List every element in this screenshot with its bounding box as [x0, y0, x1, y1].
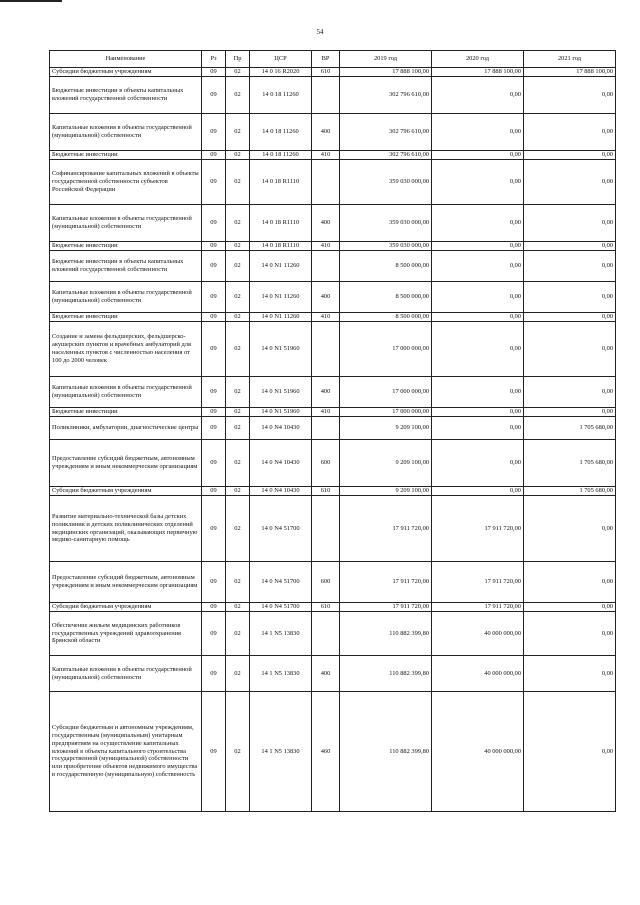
page-number: 54 [316, 28, 324, 36]
row-vr-cell: 400 [312, 205, 340, 242]
row-vr-cell: 610 [312, 603, 340, 612]
row-2021-amount: 0,00 [524, 151, 616, 160]
row-2019-amount: 359 030 000,00 [340, 242, 432, 251]
table-row [50, 151, 616, 160]
row-csr-cell: 14 0 18 11260 [250, 114, 312, 151]
row-vr-cell: 400 [312, 377, 340, 408]
row-vr-cell: 600 [312, 440, 340, 487]
row-2020-amount: 0,00 [432, 377, 524, 408]
table-row [50, 160, 616, 205]
row-2021-amount: 0,00 [524, 313, 616, 322]
row-2019-amount: 17 911 720,00 [340, 562, 432, 603]
row-rz-cell: 09 [202, 417, 226, 440]
row-pr-cell: 02 [226, 282, 250, 313]
row-2020-amount: 0,00 [432, 322, 524, 377]
row-2021-amount: 0,00 [524, 612, 616, 656]
row-name-cell: Предоставление субсидий бюджетным, автономным учреждениям и иным некоммерческим организациям [50, 562, 202, 603]
row-name-cell: Субсидии бюджетным учреждениям [50, 487, 202, 496]
row-csr-cell: 14 0 16 R2020 [250, 68, 312, 77]
table-row [50, 692, 616, 812]
table-header-row [50, 51, 616, 68]
row-2020-amount: 0,00 [432, 77, 524, 114]
row-csr-cell: 14 0 N1 51960 [250, 408, 312, 417]
row-rz-cell: 09 [202, 242, 226, 251]
row-pr-cell: 02 [226, 68, 250, 77]
row-rz-cell: 09 [202, 77, 226, 114]
row-2019-amount: 110 882 399,80 [340, 656, 432, 692]
row-rz-cell: 09 [202, 282, 226, 313]
table-row [50, 114, 616, 151]
column-header: Наименование [50, 51, 202, 68]
row-name-cell: Бюджетные инвестиции в объекты капитальных вложений государственной собственности [50, 251, 202, 282]
row-pr-cell: 02 [226, 114, 250, 151]
row-2021-amount: 17 888 100,00 [524, 68, 616, 77]
row-pr-cell: 02 [226, 562, 250, 603]
table-row [50, 251, 616, 282]
row-name-cell: Субсидии бюджетным учреждениям [50, 68, 202, 77]
column-header: ВР [312, 51, 340, 68]
row-2019-amount: 359 030 000,00 [340, 205, 432, 242]
row-rz-cell: 09 [202, 114, 226, 151]
row-pr-cell: 02 [226, 313, 250, 322]
row-rz-cell: 09 [202, 408, 226, 417]
row-csr-cell: 14 0 N4 10430 [250, 440, 312, 487]
row-pr-cell: 02 [226, 408, 250, 417]
table-row [50, 562, 616, 603]
row-csr-cell: 14 0 N1 11260 [250, 313, 312, 322]
row-name-cell: Капитальные вложения в объекты государственной (муниципальной) собственности [50, 377, 202, 408]
row-pr-cell: 02 [226, 603, 250, 612]
row-2021-amount: 0,00 [524, 496, 616, 562]
table-row [50, 322, 616, 377]
row-vr-cell [312, 160, 340, 205]
row-2019-amount: 8 500 000,00 [340, 313, 432, 322]
row-2020-amount: 17 911 720,00 [432, 562, 524, 603]
row-2019-amount: 302 796 610,00 [340, 77, 432, 114]
row-vr-cell: 410 [312, 151, 340, 160]
row-csr-cell: 14 0 N1 11260 [250, 282, 312, 313]
row-rz-cell: 09 [202, 251, 226, 282]
column-header: 2020 год [432, 51, 524, 68]
row-name-cell: Субсидии бюджетным и автономным учреждениям, государственным (муниципальным) унитарным предприятиям на осуществление капитальных вложений в объекты капитального строительства государственной (муниципальной) собственности или приобретение объектов недвижимого имущества в государственную (муниципальную) собственность [50, 692, 202, 812]
row-2019-amount: 359 030 000,00 [340, 160, 432, 205]
row-pr-cell: 02 [226, 656, 250, 692]
row-2020-amount: 17 911 720,00 [432, 496, 524, 562]
row-pr-cell: 02 [226, 496, 250, 562]
row-2021-amount: 0,00 [524, 656, 616, 692]
row-csr-cell: 14 0 N4 51700 [250, 603, 312, 612]
row-csr-cell: 14 0 18 11260 [250, 77, 312, 114]
row-csr-cell: 14 0 18 R1110 [250, 242, 312, 251]
row-name-cell: Предоставление субсидий бюджетным, автономным учреждениям и иным некоммерческим организациям [50, 440, 202, 487]
table-row [50, 205, 616, 242]
row-2019-amount: 9 209 100,00 [340, 440, 432, 487]
row-name-cell: Капитальные вложения в объекты государственной (муниципальной) собственности [50, 205, 202, 242]
table-row [50, 612, 616, 656]
row-name-cell: Бюджетные инвестиции [50, 313, 202, 322]
row-2021-amount: 0,00 [524, 114, 616, 151]
row-2019-amount: 17 000 000,00 [340, 408, 432, 417]
row-name-cell: Капитальные вложения в объекты государственной (муниципальной) собственности [50, 656, 202, 692]
row-csr-cell: 14 1 N5 13830 [250, 656, 312, 692]
row-2020-amount: 17 911 720,00 [432, 603, 524, 612]
row-2020-amount: 0,00 [432, 487, 524, 496]
row-rz-cell: 09 [202, 205, 226, 242]
row-2021-amount: 0,00 [524, 692, 616, 812]
row-csr-cell: 14 0 18 R1110 [250, 160, 312, 205]
row-2020-amount: 40 000 000,00 [432, 656, 524, 692]
row-2020-amount: 0,00 [432, 313, 524, 322]
row-2021-amount: 0,00 [524, 282, 616, 313]
row-rz-cell: 09 [202, 612, 226, 656]
row-2021-amount: 0,00 [524, 377, 616, 408]
row-csr-cell: 14 0 N1 51960 [250, 377, 312, 408]
row-rz-cell: 09 [202, 322, 226, 377]
column-header: Рз [202, 51, 226, 68]
row-2021-amount: 0,00 [524, 77, 616, 114]
budget-table [49, 50, 616, 812]
row-pr-cell: 02 [226, 77, 250, 114]
row-name-cell: Бюджетные инвестиции [50, 242, 202, 251]
row-2020-amount: 17 888 100,00 [432, 68, 524, 77]
row-2020-amount: 0,00 [432, 408, 524, 417]
column-header: 2019 год [340, 51, 432, 68]
row-2019-amount: 17 000 000,00 [340, 322, 432, 377]
table-row [50, 656, 616, 692]
row-2019-amount: 9 209 100,00 [340, 487, 432, 496]
row-2019-amount: 17 888 100,00 [340, 68, 432, 77]
row-vr-cell [312, 322, 340, 377]
row-csr-cell: 14 0 N4 10430 [250, 487, 312, 496]
table-row [50, 313, 616, 322]
row-vr-cell [312, 77, 340, 114]
row-rz-cell: 09 [202, 151, 226, 160]
row-2021-amount: 0,00 [524, 205, 616, 242]
row-2020-amount: 40 000 000,00 [432, 692, 524, 812]
row-2021-amount: 0,00 [524, 160, 616, 205]
row-2021-amount: 0,00 [524, 603, 616, 612]
row-name-cell: Развитие материально-технической базы детских поликлиник и детских поликлинических отделений медицинских организаций, оказывающих первичную медико-санитарную помощь [50, 496, 202, 562]
table-body [50, 68, 616, 812]
row-pr-cell: 02 [226, 612, 250, 656]
row-name-cell: Обеспечение жильем медицинских работников государственных учреждений здравоохранения Брянской области [50, 612, 202, 656]
row-pr-cell: 02 [226, 322, 250, 377]
row-vr-cell: 400 [312, 656, 340, 692]
row-csr-cell: 14 0 N4 51700 [250, 562, 312, 603]
row-pr-cell: 02 [226, 692, 250, 812]
row-csr-cell: 14 0 N4 10430 [250, 417, 312, 440]
row-rz-cell: 09 [202, 68, 226, 77]
row-2019-amount: 17 000 000,00 [340, 377, 432, 408]
row-2019-amount: 110 882 399,80 [340, 612, 432, 656]
table-row [50, 487, 616, 496]
row-2019-amount: 8 500 000,00 [340, 282, 432, 313]
table-row [50, 496, 616, 562]
table-row [50, 440, 616, 487]
row-2019-amount: 302 796 610,00 [340, 151, 432, 160]
row-2019-amount: 9 209 100,00 [340, 417, 432, 440]
row-rz-cell: 09 [202, 496, 226, 562]
row-2019-amount: 302 796 610,00 [340, 114, 432, 151]
row-pr-cell: 02 [226, 377, 250, 408]
row-vr-cell: 400 [312, 114, 340, 151]
row-name-cell: Субсидии бюджетным учреждениям [50, 603, 202, 612]
row-vr-cell: 460 [312, 692, 340, 812]
row-vr-cell [312, 417, 340, 440]
row-name-cell: Капитальные вложения в объекты государственной (муниципальной) собственности [50, 114, 202, 151]
row-rz-cell: 09 [202, 656, 226, 692]
row-vr-cell: 400 [312, 282, 340, 313]
row-pr-cell: 02 [226, 151, 250, 160]
table-row [50, 603, 616, 612]
row-pr-cell: 02 [226, 440, 250, 487]
top-border-line [0, 0, 62, 2]
row-pr-cell: 02 [226, 251, 250, 282]
row-2020-amount: 40 000 000,00 [432, 612, 524, 656]
row-csr-cell: 14 0 N1 11260 [250, 251, 312, 282]
row-csr-cell: 14 0 N1 51960 [250, 322, 312, 377]
row-vr-cell: 610 [312, 68, 340, 77]
row-vr-cell: 610 [312, 487, 340, 496]
row-2021-amount: 0,00 [524, 242, 616, 251]
row-2020-amount: 0,00 [432, 440, 524, 487]
row-rz-cell: 09 [202, 603, 226, 612]
row-vr-cell: 410 [312, 313, 340, 322]
column-header: Пр [226, 51, 250, 68]
row-csr-cell: 14 0 18 11260 [250, 151, 312, 160]
row-vr-cell: 600 [312, 562, 340, 603]
row-rz-cell: 09 [202, 487, 226, 496]
row-name-cell: Поликлиники, амбулатории, диагностические центры [50, 417, 202, 440]
row-2019-amount: 110 882 399,80 [340, 692, 432, 812]
row-2021-amount: 1 705 680,00 [524, 417, 616, 440]
row-2020-amount: 0,00 [432, 417, 524, 440]
row-2021-amount: 0,00 [524, 408, 616, 417]
row-rz-cell: 09 [202, 440, 226, 487]
row-2021-amount: 0,00 [524, 322, 616, 377]
table-row [50, 242, 616, 251]
row-pr-cell: 02 [226, 205, 250, 242]
row-name-cell: Бюджетные инвестиции [50, 151, 202, 160]
row-2021-amount: 0,00 [524, 251, 616, 282]
row-vr-cell [312, 251, 340, 282]
row-2019-amount: 8 500 000,00 [340, 251, 432, 282]
row-2020-amount: 0,00 [432, 242, 524, 251]
row-vr-cell: 410 [312, 408, 340, 417]
row-2019-amount: 17 911 720,00 [340, 496, 432, 562]
row-vr-cell [312, 612, 340, 656]
row-2020-amount: 0,00 [432, 205, 524, 242]
row-vr-cell [312, 496, 340, 562]
row-2020-amount: 0,00 [432, 282, 524, 313]
row-name-cell: Софинансирование капитальных вложений в объекты государственной собственности субъектов Российской Федерации [50, 160, 202, 205]
row-pr-cell: 02 [226, 242, 250, 251]
row-rz-cell: 09 [202, 377, 226, 408]
row-2020-amount: 0,00 [432, 114, 524, 151]
row-2020-amount: 0,00 [432, 251, 524, 282]
row-vr-cell: 410 [312, 242, 340, 251]
row-2020-amount: 0,00 [432, 151, 524, 160]
row-csr-cell: 14 0 N4 51700 [250, 496, 312, 562]
row-name-cell: Создание и замена фельдшерских, фельдшерско-акушерских пунктов и врачебных амбулаторий для населенных пунктов с численностью населения от 100 до 2000 человек [50, 322, 202, 377]
table-row [50, 408, 616, 417]
row-rz-cell: 09 [202, 313, 226, 322]
row-2020-amount: 0,00 [432, 160, 524, 205]
row-rz-cell: 09 [202, 160, 226, 205]
table-row [50, 417, 616, 440]
column-header: ЦСР [250, 51, 312, 68]
table-row [50, 77, 616, 114]
row-csr-cell: 14 0 18 R1110 [250, 205, 312, 242]
row-name-cell: Бюджетные инвестиции [50, 408, 202, 417]
row-pr-cell: 02 [226, 417, 250, 440]
row-2021-amount: 1 705 680,00 [524, 440, 616, 487]
table-row [50, 377, 616, 408]
row-2021-amount: 1 705 680,00 [524, 487, 616, 496]
row-name-cell: Капитальные вложения в объекты государственной (муниципальной) собственности [50, 282, 202, 313]
table-row [50, 282, 616, 313]
row-2019-amount: 17 911 720,00 [340, 603, 432, 612]
row-2021-amount: 0,00 [524, 562, 616, 603]
table-row [50, 68, 616, 77]
row-csr-cell: 14 1 N5 13830 [250, 692, 312, 812]
column-header: 2021 год [524, 51, 616, 68]
row-csr-cell: 14 1 N5 13830 [250, 612, 312, 656]
row-rz-cell: 09 [202, 692, 226, 812]
row-pr-cell: 02 [226, 487, 250, 496]
row-rz-cell: 09 [202, 562, 226, 603]
row-name-cell: Бюджетные инвестиции в объекты капитальных вложений государственной собственности [50, 77, 202, 114]
row-pr-cell: 02 [226, 160, 250, 205]
